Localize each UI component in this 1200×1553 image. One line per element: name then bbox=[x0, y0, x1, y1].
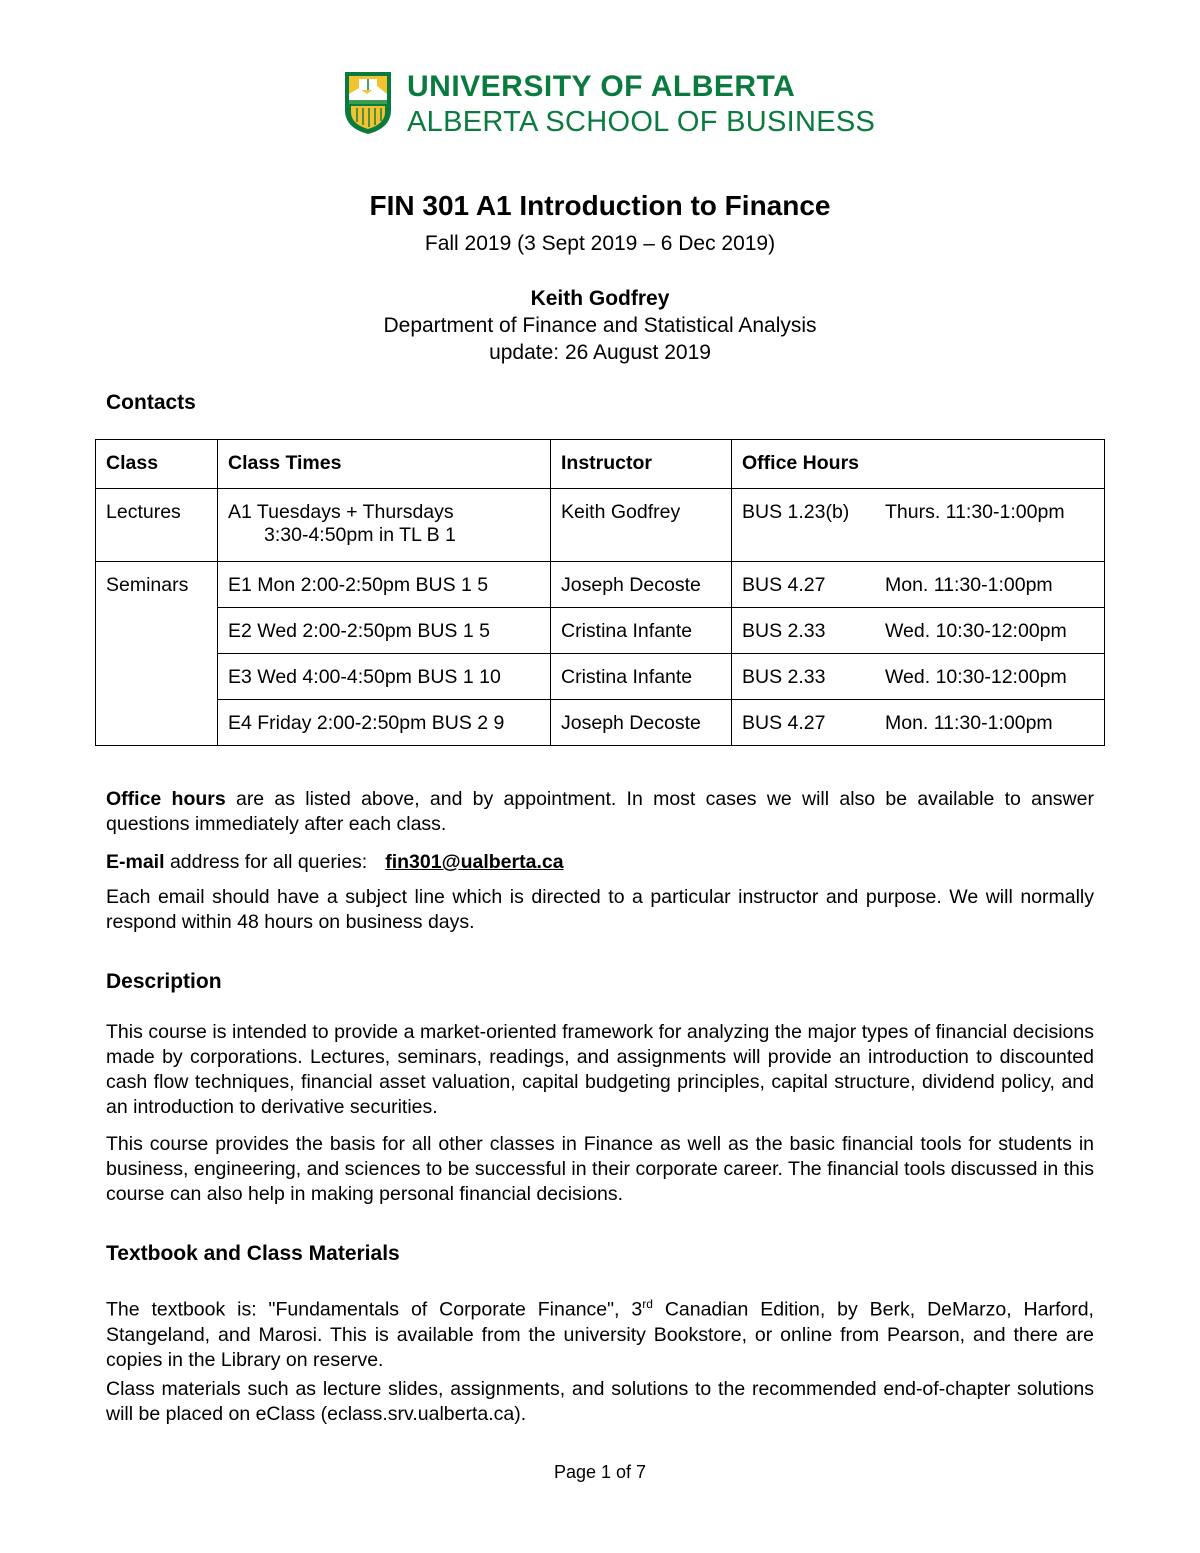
office-hours-cell bbox=[732, 562, 1105, 608]
office-hours-cell bbox=[732, 700, 1105, 746]
office-time: Wed. 10:30-12:00pm bbox=[885, 666, 1067, 688]
office-room: BUS 1.23(b) bbox=[742, 501, 850, 523]
column-header: Class bbox=[96, 440, 218, 489]
university-name: UNIVERSITY OF ALBERTA bbox=[407, 70, 796, 103]
class-time-line: 3:30-4:50pm in TL B 1 bbox=[264, 524, 456, 546]
office-time: Mon. 11:30-1:00pm bbox=[885, 712, 1053, 734]
description-paragraph: This course is intended to provide a market-oriented framework for analyzing the major types of financial decisions made by corporations. Lectures, seminars, readings, and assignments will provide an introduction to discounted cash flow techniques, financial asset valuation, capital budgeting principles, capital structure, dividend policy, and an introduction to derivative securities. bbox=[106, 1021, 1094, 1118]
textbook-superscript: rd bbox=[642, 1297, 653, 1311]
class-times-cell: E1 Mon 2:00-2:50pm BUS 1 5 bbox=[218, 562, 551, 608]
class-time-line: A1 Tuesdays + Thursdays bbox=[228, 501, 454, 523]
office-room: BUS 2.33 bbox=[742, 620, 826, 642]
table-row bbox=[96, 700, 1105, 746]
office-room: BUS 4.27 bbox=[742, 574, 826, 596]
class-type-cell: Seminars bbox=[96, 562, 218, 608]
office-hours-cell bbox=[732, 608, 1105, 654]
email-link[interactable]: fin301@ualberta.ca bbox=[385, 851, 564, 873]
class-times-cell bbox=[218, 489, 551, 562]
email-paragraph bbox=[106, 850, 1094, 875]
office-time: Thurs. 11:30-1:00pm bbox=[885, 501, 1065, 523]
textbook-paragraph bbox=[106, 1292, 1094, 1373]
table-row bbox=[96, 562, 1105, 608]
class-type-cell bbox=[96, 700, 218, 746]
university-logo bbox=[343, 70, 875, 137]
table-row bbox=[96, 608, 1105, 654]
course-title: FIN 301 A1 Introduction to Finance bbox=[369, 190, 831, 221]
table-row bbox=[96, 489, 1105, 562]
page-number: Page 1 of 7 bbox=[553, 1462, 647, 1482]
school-name: ALBERTA SCHOOL OF BUSINESS bbox=[407, 106, 876, 138]
materials-paragraph: Class materials such as lecture slides, assignments, and solutions to the recommended end-of-chapter solutions will be placed on eClass (eclass.srv.ualberta.ca). bbox=[106, 1378, 1094, 1425]
table-row bbox=[96, 654, 1105, 700]
contacts-heading: Contacts bbox=[106, 391, 196, 414]
instructor-cell: Cristina Infante bbox=[551, 608, 732, 654]
class-times-cell: E2 Wed 2:00-2:50pm BUS 1 5 bbox=[218, 608, 551, 654]
class-times-cell: E4 Friday 2:00-2:50pm BUS 2 9 bbox=[218, 700, 551, 746]
instructor-cell: Cristina Infante bbox=[551, 654, 732, 700]
column-header: Office Hours bbox=[732, 440, 1105, 489]
office-time: Wed. 10:30-12:00pm bbox=[885, 620, 1067, 642]
update-date: update: 26 August 2019 bbox=[489, 341, 711, 364]
department-name: Department of Finance and Statistical Analysis bbox=[383, 314, 817, 337]
instructor-name: Keith Godfrey bbox=[530, 287, 670, 310]
course-term: Fall 2019 (3 Sept 2019 – 6 Dec 2019) bbox=[424, 232, 776, 255]
contacts-table bbox=[95, 439, 1105, 746]
office-hours-text: are as listed above, and by appointment. In most cases we will also be available to answer questions immediately after each class. bbox=[106, 788, 1094, 835]
class-type-cell bbox=[96, 654, 218, 700]
instructor-cell: Joseph Decoste bbox=[551, 562, 732, 608]
class-times-cell: E3 Wed 4:00-4:50pm BUS 1 10 bbox=[218, 654, 551, 700]
office-hours-cell bbox=[732, 654, 1105, 700]
instructor-cell: Keith Godfrey bbox=[551, 489, 732, 562]
column-header: Instructor bbox=[551, 440, 732, 489]
column-header: Class Times bbox=[218, 440, 551, 489]
description-heading: Description bbox=[106, 970, 222, 993]
instructor-cell: Joseph Decoste bbox=[551, 700, 732, 746]
textbook-text: The textbook is: "Fundamentals of Corporate Finance", 3 bbox=[106, 1298, 643, 1321]
office-room: BUS 2.33 bbox=[742, 666, 826, 688]
table-header-row bbox=[96, 440, 1105, 489]
office-time: Mon. 11:30-1:00pm bbox=[885, 574, 1053, 596]
email-label: E-mail bbox=[106, 851, 165, 873]
description-paragraph: This course provides the basis for all other classes in Finance as well as the basic financial tools for students in business, engineering, and sciences to be successful in their corporate career. The financial tools discussed in this course can also help in making personal financial decisions. bbox=[106, 1133, 1094, 1205]
university-crest-icon bbox=[343, 70, 393, 136]
email-note-paragraph: Each email should have a subject line which is directed to a particular instructor and purpose. We will normally respond within 48 hours on business days. bbox=[106, 886, 1094, 933]
office-hours-cell bbox=[732, 489, 1105, 562]
office-hours-paragraph bbox=[106, 787, 1094, 837]
office-hours-label: Office hours bbox=[106, 788, 226, 810]
class-type-cell: Lectures bbox=[96, 489, 218, 562]
class-type-cell bbox=[96, 608, 218, 654]
textbook-heading: Textbook and Class Materials bbox=[106, 1242, 400, 1265]
office-room: BUS 4.27 bbox=[742, 712, 826, 734]
email-text: address for all queries: bbox=[164, 851, 368, 873]
textbook-text: Canadian Edition, by Berk, DeMarzo, Harford, Stangeland, and Marosi. This is available from the university Bookstore, or online from Pearson, and there are copies in the Library on reserve. bbox=[106, 1298, 1094, 1371]
